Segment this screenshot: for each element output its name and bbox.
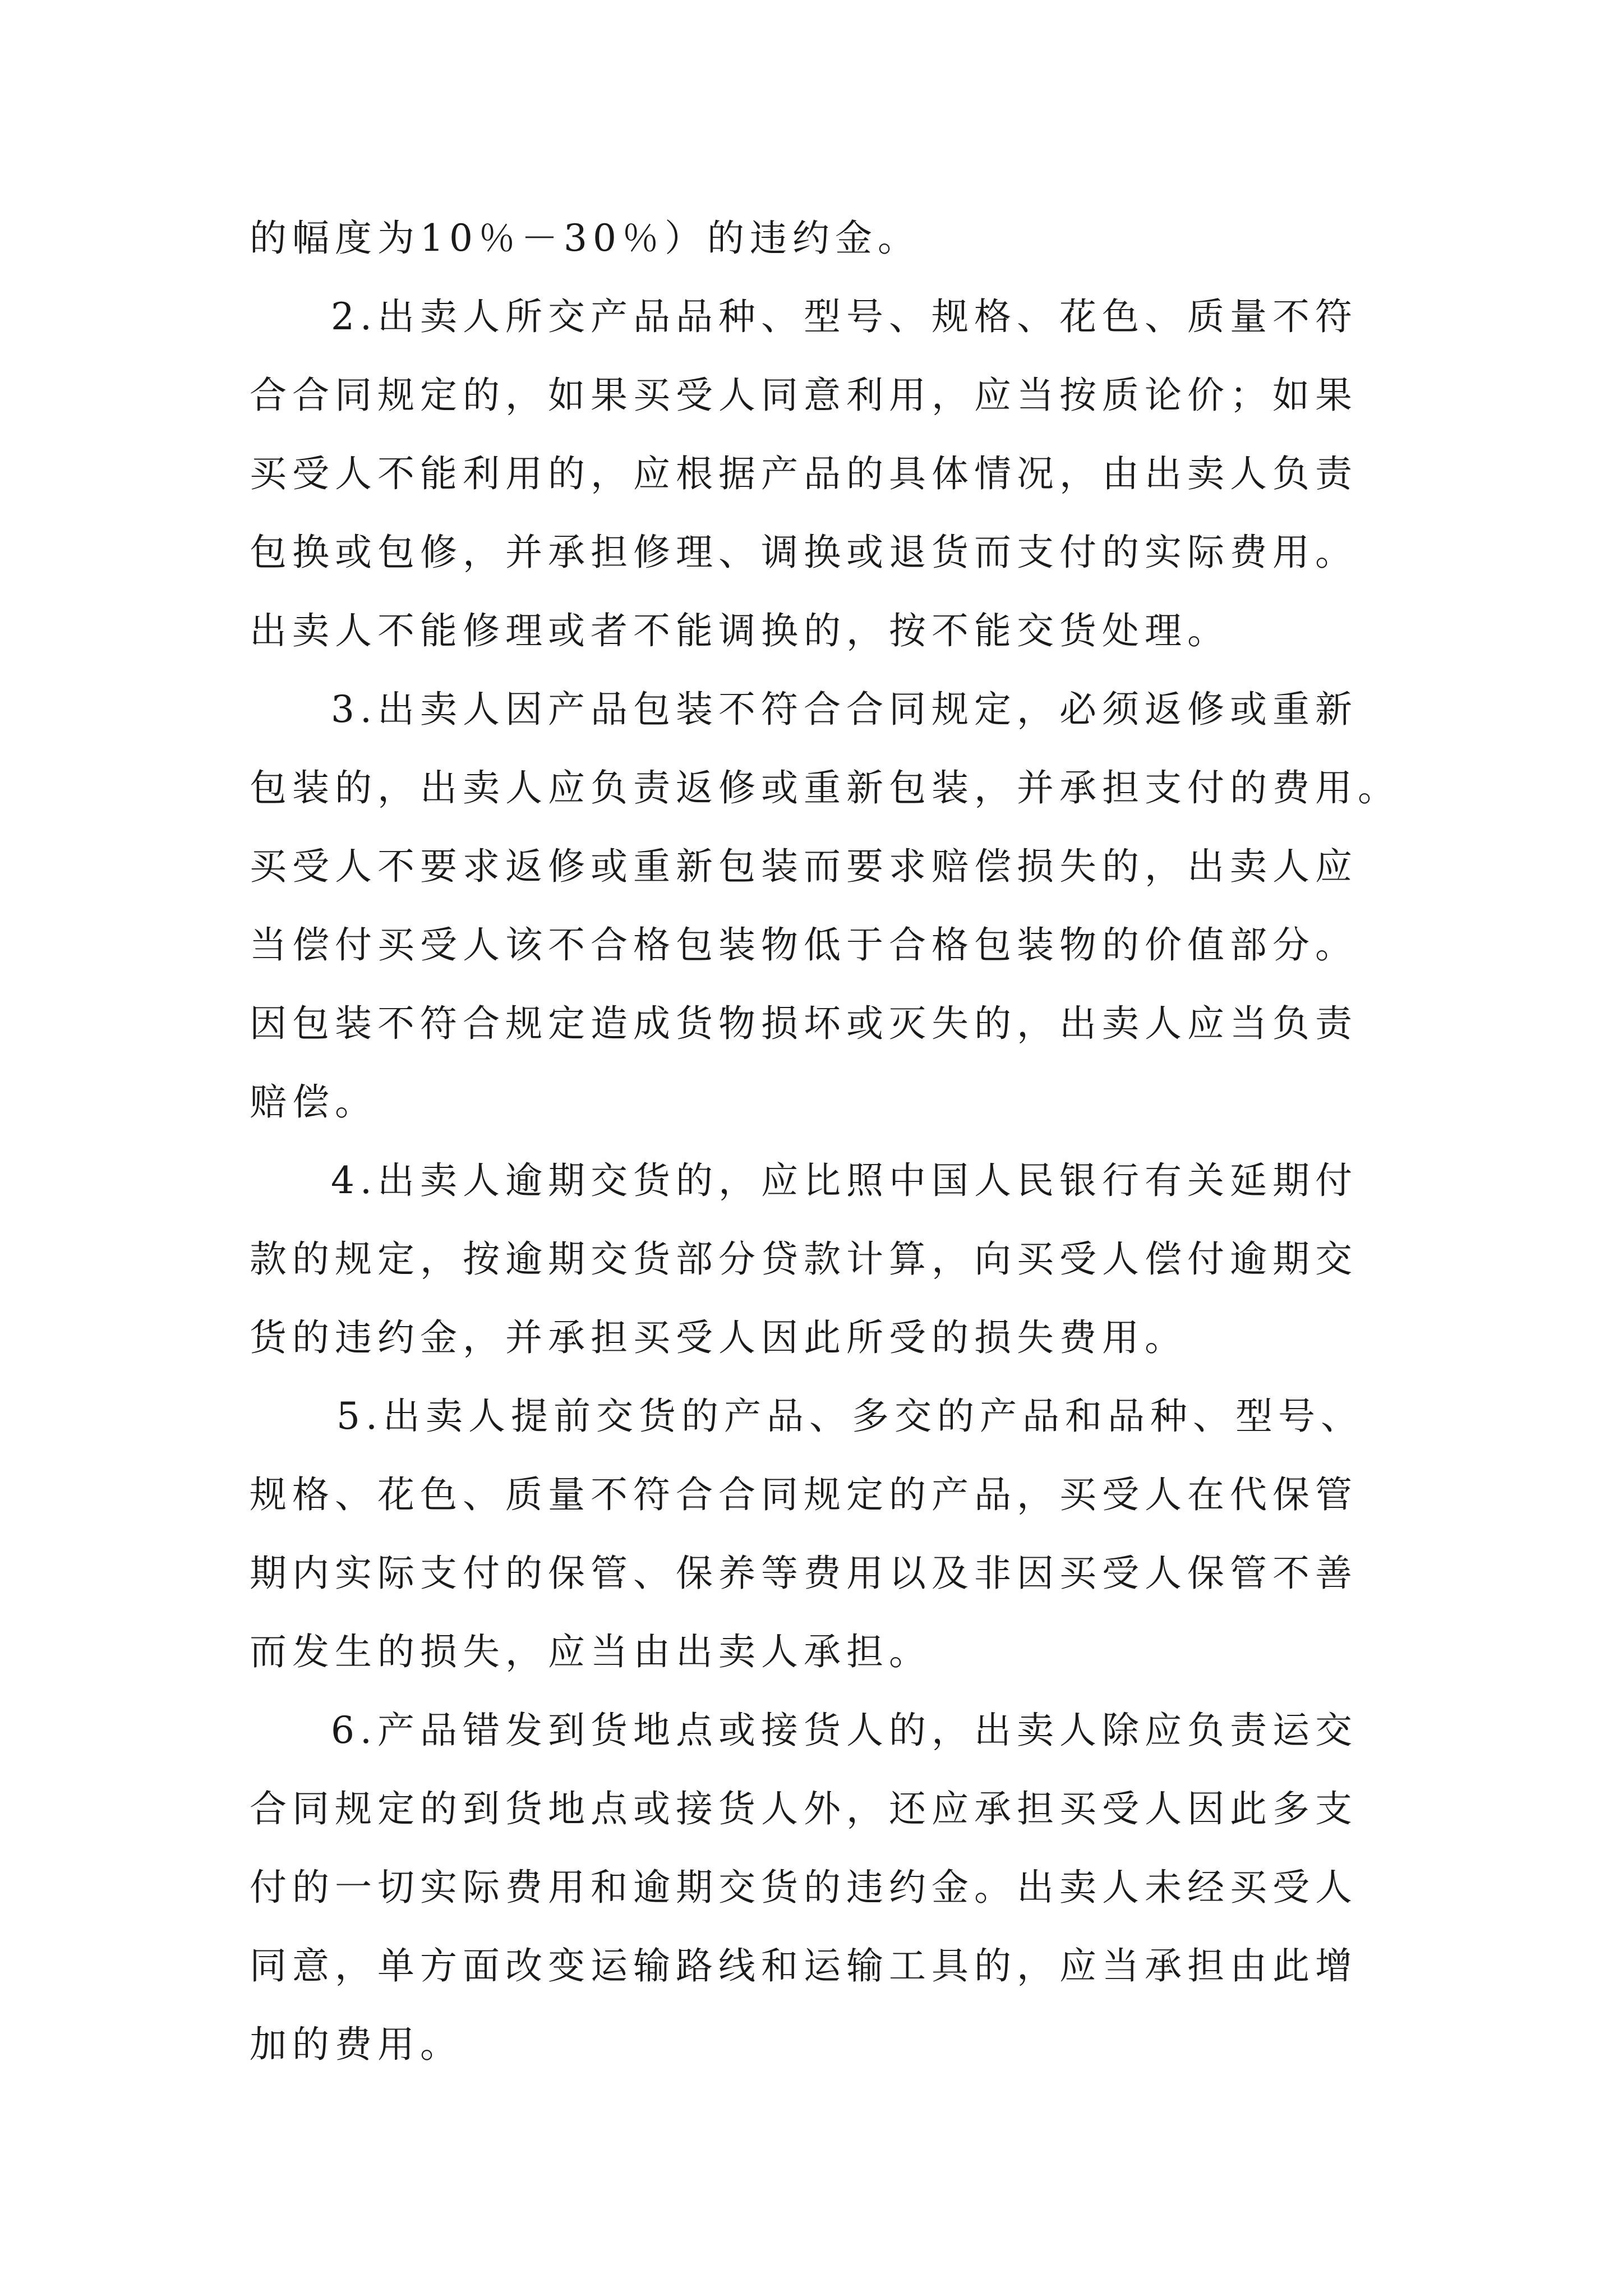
text-line: 因包装不符合规定造成货物损坏或灭失的，出卖人应当负责 xyxy=(250,1002,1358,1045)
text-line: 买受人不要求返修或重新包装而要求赔偿损失的，出卖人应 xyxy=(250,845,1358,888)
text-line: 加的费用。 xyxy=(250,2023,463,2066)
text-line: 的幅度为10％－30％）的违约金。 xyxy=(250,217,920,260)
text-line: 赔偿。 xyxy=(250,1080,377,1124)
clause-3-line: 3.出卖人因产品包装不符合合同规定，必须返修或重新 xyxy=(331,688,1358,731)
clause-6-line: 6.产品错发到货地点或接货人的，出卖人除应负责运交 xyxy=(331,1709,1358,1752)
text-line: 货的违约金，并承担买受人因此所受的损失费用。 xyxy=(250,1316,1187,1359)
clause-4-line: 4.出卖人逾期交货的，应比照中国人民银行有关延期付 xyxy=(331,1159,1358,1202)
text-line: 买受人不能利用的，应根据产品的具体情况，由出卖人负责 xyxy=(250,452,1358,495)
text-line: 期内实际支付的保管、保养等费用以及非因买受人保管不善 xyxy=(250,1552,1358,1595)
text-line: 规格、花色、质量不符合合同规定的产品，买受人在代保管 xyxy=(250,1473,1358,1516)
text-line: 包换或包修，并承担修理、调换或退货而支付的实际费用。 xyxy=(250,531,1358,574)
text-line: 同意，单方面改变运输路线和运输工具的，应当承担由此增 xyxy=(250,1944,1358,1987)
text-line: 当偿付买受人该不合格包装物低于合格包装物的价值部分。 xyxy=(250,923,1358,967)
text-line: 包装的，出卖人应负责返修或重新包装，并承担支付的费用。 xyxy=(250,766,1400,809)
clause-5-line: 5.出卖人提前交货的产品、多交的产品和品种、型号、 xyxy=(336,1395,1363,1438)
text-line: 出卖人不能修理或者不能调换的，按不能交货处理。 xyxy=(250,609,1230,652)
text-line: 而发生的损失，应当由出卖人承担。 xyxy=(250,1630,932,1673)
text-line: 款的规定，按逾期交货部分贷款计算，向买受人偿付逾期交 xyxy=(250,1237,1358,1281)
clause-2-line: 2.出卖人所交产品品种、型号、规格、花色、质量不符 xyxy=(331,295,1358,338)
text-line: 合合同规定的，如果买受人同意利用，应当按质论价；如果 xyxy=(250,374,1358,417)
text-line: 合同规定的到货地点或接货人外，还应承担买受人因此多支 xyxy=(250,1787,1358,1830)
text-line: 付的一切实际费用和逾期交货的违约金。出卖人未经买受人 xyxy=(250,1866,1358,1909)
